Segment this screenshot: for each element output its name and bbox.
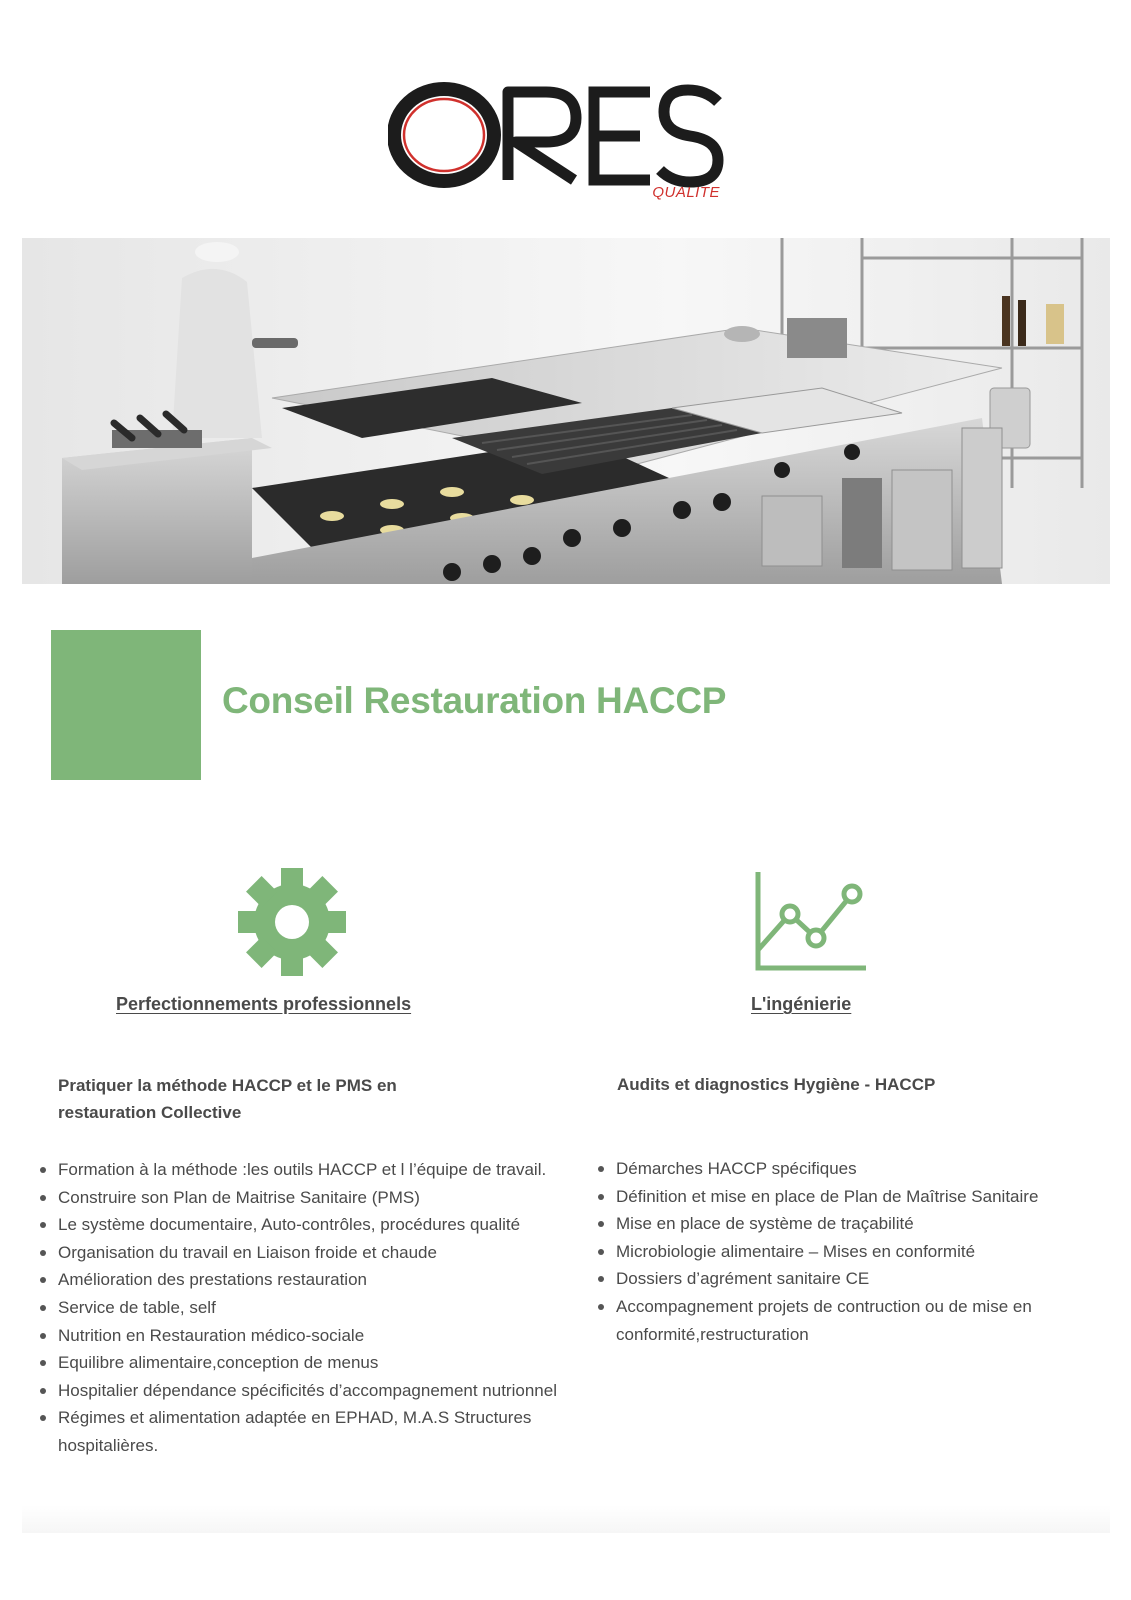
- list-item: Démarches HACCP spécifiques: [598, 1155, 1058, 1183]
- list-item: Formation à la méthode :les outils HACCP et l l’équipe de travail.: [40, 1156, 580, 1184]
- list-item: Equilibre alimentaire,conception de menus: [40, 1349, 580, 1377]
- engineering-list: [598, 1155, 1058, 1348]
- list-item: Organisation du travail en Liaison froide et chaude: [40, 1239, 580, 1267]
- title-accent-square: [51, 630, 201, 780]
- ores-logo: [388, 80, 728, 210]
- page-title: Conseil Restauration HACCP: [222, 680, 727, 721]
- list-item: Définition et mise en place de Plan de Maîtrise Sanitaire: [598, 1183, 1058, 1211]
- logo-subtitle: QUALITE: [652, 184, 720, 201]
- list-item: Service de table, self: [40, 1294, 580, 1322]
- list-item: Hospitalier dépendance spécificités d’accompagnement nutrionnel: [40, 1377, 580, 1405]
- list-item: Dossiers d’agrément sanitaire CE: [598, 1265, 1058, 1293]
- gear-icon: [236, 866, 348, 978]
- list-item: Le système documentaire, Auto-contrôles, procédures qualité: [40, 1211, 580, 1239]
- logo-wordmark: [388, 80, 728, 190]
- training-list: [40, 1156, 580, 1460]
- footer-band: [22, 1505, 1110, 1533]
- list-item: Microbiologie alimentaire – Mises en conformité: [598, 1238, 1058, 1266]
- subtitle-haccp-pms: Pratiquer la méthode HACCP et le PMS en restauration Collective: [58, 1076, 397, 1122]
- list-item: Amélioration des prestations restauration: [40, 1266, 580, 1294]
- list-item: Nutrition en Restauration médico-sociale: [40, 1322, 580, 1350]
- kitchen-illustration: [22, 238, 1110, 584]
- line-chart-icon: [754, 872, 866, 976]
- heading-ingenierie: L'ingénierie: [751, 994, 852, 1014]
- list-item: Accompagnement projets de contruction ou de mise en conformité,restructuration: [598, 1293, 1058, 1348]
- list-item: Construire son Plan de Maitrise Sanitaire (PMS): [40, 1184, 580, 1212]
- list-item: Mise en place de système de traçabilité: [598, 1210, 1058, 1238]
- list-item: Régimes et alimentation adaptée en EPHAD, M.A.S Structures hospitalières.: [40, 1404, 580, 1459]
- heading-perfectionnements: Perfectionnements professionnels: [116, 994, 412, 1014]
- subtitle-audits: Audits et diagnostics Hygiène - HACCP: [617, 1075, 936, 1094]
